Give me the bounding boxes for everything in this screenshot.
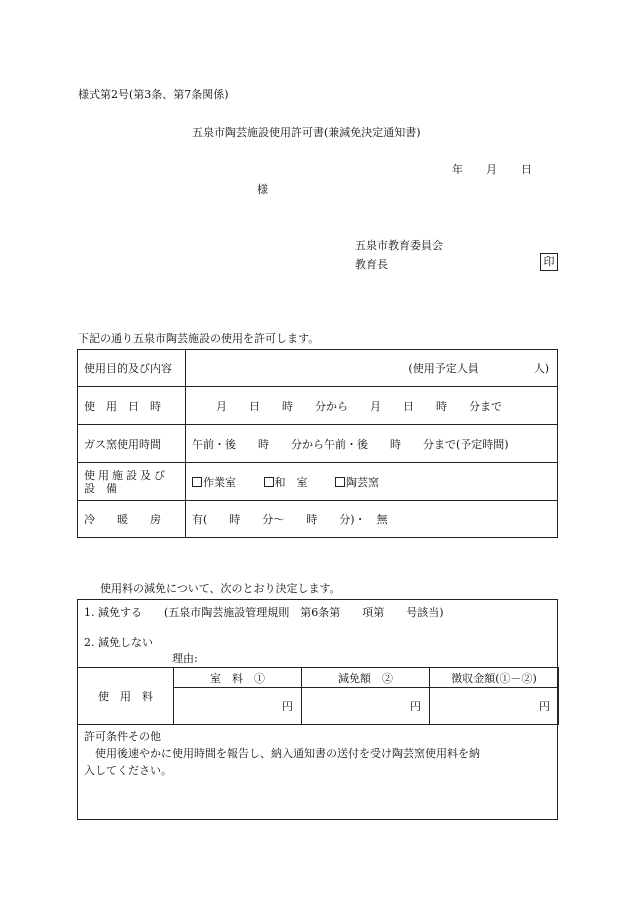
page-title: 五泉市陶芸施設使用許可書(兼減免決定通知書) xyxy=(192,126,421,139)
form-number: 様式第2号(第3条、第7条関係) xyxy=(78,88,229,101)
table-row xyxy=(78,501,558,538)
facility-label-line2: 設 備 xyxy=(84,481,117,495)
fee-header-collected: 徴収金額(①－②) xyxy=(430,668,559,688)
table-row xyxy=(78,668,559,688)
date-day: 日 xyxy=(521,163,532,176)
permit-table xyxy=(77,349,558,538)
heating-label: 冷 暖 房 xyxy=(78,501,186,538)
fee-label: 使 用 料 xyxy=(78,668,174,725)
option-workroom[interactable]: 作業室 xyxy=(192,476,236,489)
datetime-value: 月 日 時 分から 月 日 時 分まで xyxy=(186,387,558,425)
issuer-org: 五泉市教育委員会 xyxy=(355,239,443,252)
table-row xyxy=(78,350,558,387)
seal-mark: 印 xyxy=(540,253,558,271)
reduction-item-2: 2. 減免しない xyxy=(84,636,153,649)
table-row xyxy=(78,387,558,425)
date-year: 年 xyxy=(452,163,463,176)
table-row xyxy=(78,463,558,501)
datetime-label: 使 用 日 時 xyxy=(78,387,186,425)
facility-options xyxy=(186,463,558,501)
yen-reduction: 円 xyxy=(302,688,430,725)
fee-header-reduction: 減免額 ② xyxy=(302,668,430,688)
yen-room: 円 xyxy=(174,688,302,725)
conditions-line-2: 入してください。 xyxy=(84,764,172,777)
purpose-label: 使用目的及び内容 xyxy=(78,350,186,387)
date-month: 月 xyxy=(486,163,497,176)
option-kiln[interactable]: 陶芸窯 xyxy=(335,476,379,489)
table-row xyxy=(78,425,558,463)
gas-kiln-value: 午前・後 時 分から午前・後 時 分まで(予定時間) xyxy=(186,425,558,463)
issuer-title: 教育長 xyxy=(355,258,388,271)
fee-header-room: 室 料 ① xyxy=(174,668,302,688)
conditions-line-1: 使用後速やかに使用時間を報告し、納入通知書の送付を受け陶芸窯使用料を納 xyxy=(84,747,480,760)
checkbox-icon[interactable] xyxy=(335,477,345,487)
addressee-suffix: 様 xyxy=(257,183,268,196)
facility-label-line1: 使用施設及び xyxy=(84,468,168,482)
gas-kiln-label: ガス窯使用時間 xyxy=(78,425,186,463)
yen-collected: 円 xyxy=(430,688,559,725)
permit-intro: 下記の通り五泉市陶芸施設の使用を許可します。 xyxy=(78,332,320,345)
option-japanese-room[interactable]: 和 室 xyxy=(264,476,308,489)
checkbox-icon[interactable] xyxy=(264,477,274,487)
facility-label xyxy=(78,463,186,501)
conditions-heading: 許可条件その他 xyxy=(84,730,161,743)
fee-table xyxy=(77,667,559,725)
checkbox-icon[interactable] xyxy=(192,477,202,487)
reason-label: 理由: xyxy=(172,652,198,665)
heating-value: 有( 時 分～ 時 分)・ 無 xyxy=(186,501,558,538)
purpose-value: (使用予定人員 人) xyxy=(186,350,558,387)
reduction-item-1: 1. 減免する (五泉市陶芸施設管理規則 第6条第 項第 号該当) xyxy=(84,606,444,619)
reduction-intro: 使用料の減免について、次のとおり決定します。 xyxy=(100,582,341,595)
